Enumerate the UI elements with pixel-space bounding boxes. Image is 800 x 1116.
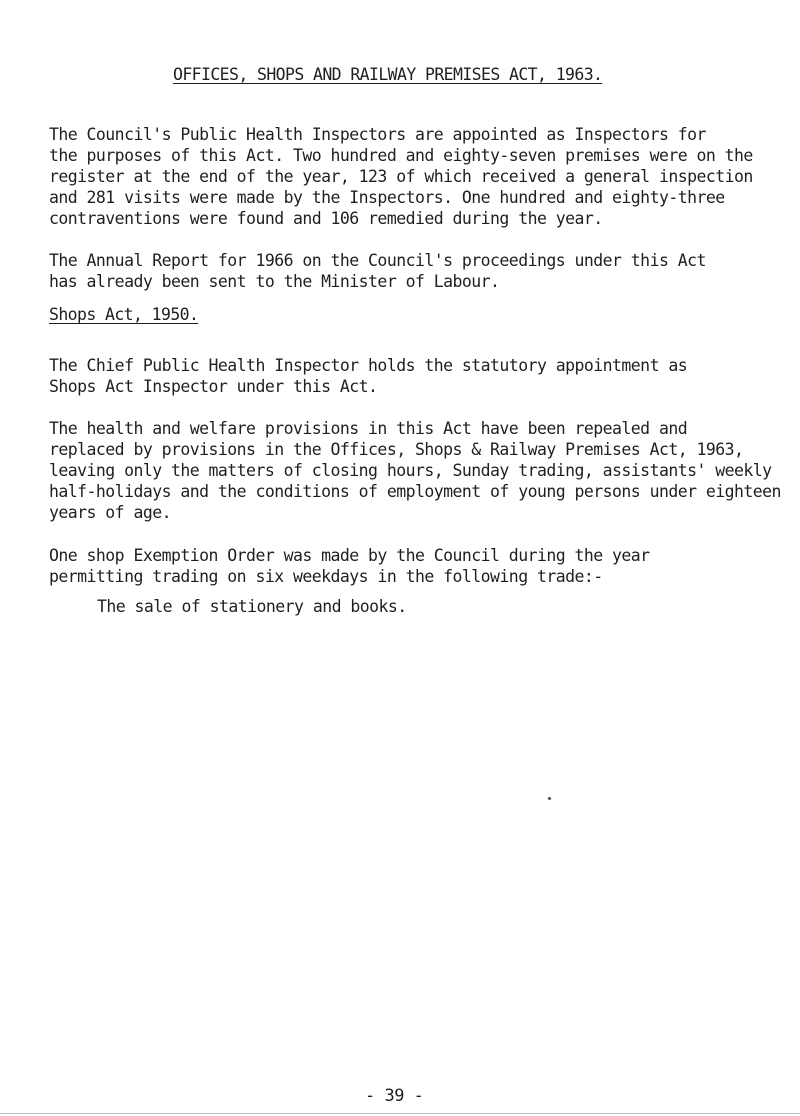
paragraph-line: The Annual Report for 1966 on the Council's proceedings under this Act <box>49 251 706 270</box>
paragraph-line: replaced by provisions in the Offices, Shops & Railway Premises Act, 1963, <box>49 440 744 459</box>
paragraph-inspectors <box>49 124 779 229</box>
page-number: - 39 - <box>365 1086 424 1106</box>
paragraph-line: The Council's Public Health Inspectors are appointed as Inspectors for <box>49 125 706 144</box>
paragraph-exemption-order <box>49 545 779 587</box>
paragraph-provisions <box>49 418 779 523</box>
paragraph-line: years of age. <box>49 503 171 522</box>
paragraph-line: permitting trading on six weekdays in the following trade:- <box>49 567 603 586</box>
paragraph-line: and 281 visits were made by the Inspectors. One hundred and eighty-three <box>49 188 725 207</box>
section-heading: Shops Act, 1950. <box>49 305 199 324</box>
paragraph-line: half-holidays and the conditions of employment of young persons under eighteen <box>49 482 781 501</box>
scan-speck <box>547 796 551 800</box>
paragraph-line: One shop Exemption Order was made by the Council during the year <box>49 546 650 565</box>
trade-item: The sale of stationery and books. <box>97 597 407 616</box>
paragraph-line: The Chief Public Health Inspector holds the statutory appointment as <box>49 356 688 375</box>
paragraph-line: Shops Act Inspector under this Act. <box>49 377 378 396</box>
page-edge-rule <box>0 1113 800 1114</box>
paragraph-line: the purposes of this Act. Two hundred and eighty-seven premises were on the <box>49 146 753 165</box>
paragraph-chief-inspector <box>49 355 779 397</box>
paragraph-line: contraventions were found and 106 remedied during the year. <box>49 209 603 228</box>
paragraph-annual-report <box>49 250 779 292</box>
paragraph-line: register at the end of the year, 123 of which received a general inspection <box>49 167 753 186</box>
paragraph-line: has already been sent to the Minister of Labour. <box>49 272 500 291</box>
paragraph-line: leaving only the matters of closing hours, Sunday trading, assistants' weekly <box>49 461 772 480</box>
paragraph-line: The health and welfare provisions in this Act have been repealed and <box>49 419 688 438</box>
page-title: OFFICES, SHOPS AND RAILWAY PREMISES ACT, 1963. <box>173 65 603 84</box>
